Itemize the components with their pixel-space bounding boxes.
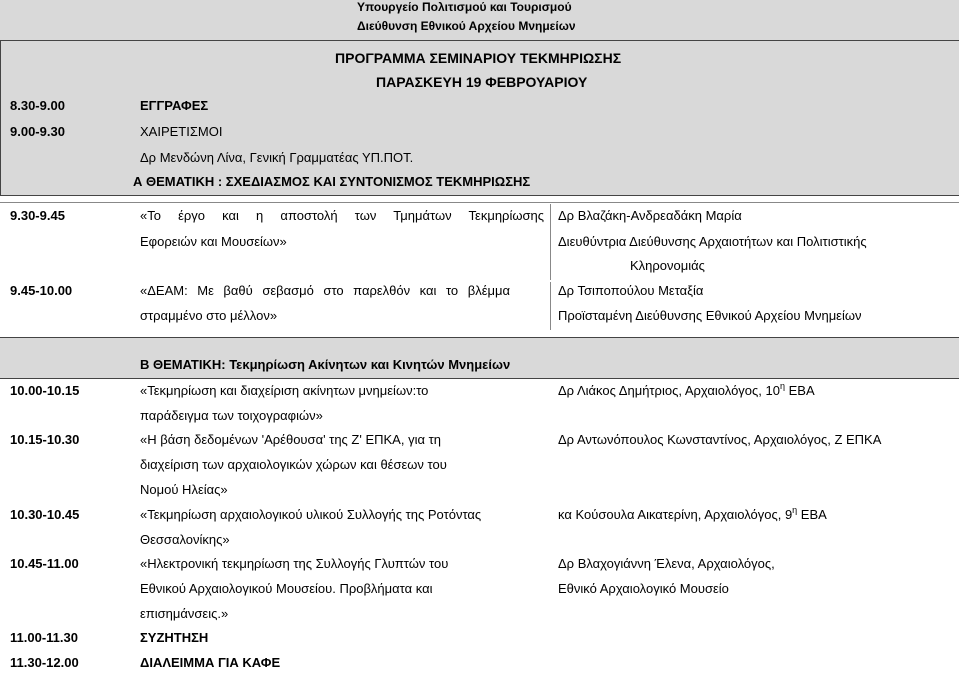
talk-topic-line: Εθνικού Αρχαιολογικού Μουσείου. Προβλήματα και (140, 581, 433, 596)
talk-topic-line: Νομού Ηλείας» (140, 482, 228, 497)
ministry-name: Υπουργείο Πολιτισμού και Τουρισμού (357, 0, 572, 14)
coffee-break-time: 11.30-12.00 (10, 655, 79, 670)
talk-time: 10.45-11.00 (10, 556, 79, 571)
talk-topic-line: Εφορειών και Μουσείων» (140, 234, 287, 249)
speaker-name: Δρ Αντωνόπουλος Κωνσταντίνος, Αρχαιολόγος, Ζ ΕΠΚΑ (558, 432, 882, 447)
talk-topic-line: «Η βάση δεδομένων 'Αρέθουσα' της Ζ' ΕΠΚΑ, για τη (140, 432, 441, 447)
talk-topic-line: «Ηλεκτρονική τεκμηρίωση της Συλλογής Γλυπτών του (140, 556, 449, 571)
talk-topic-line: επισημάνσεις.» (140, 606, 229, 621)
talk-topic-line: «ΔΕΑΜ: Με βαθύ σεβασμό στο παρελθόν και το βλέμμα (140, 283, 510, 298)
title-top-rule (0, 40, 959, 41)
speaker-name (558, 504, 827, 522)
discussion-label: ΣΥΖΗΤΗΣΗ (140, 630, 209, 645)
column-divider (550, 282, 551, 330)
column-divider (550, 204, 551, 280)
section-a-title: Α ΘΕΜΑΤΙΚΗ : ΣΧΕΔΙΑΣΜΟΣ ΚΑΙ ΣΥΝΤΟΝΙΣΜΟΣ ΤΕΚΜΗΡΙΩΣΗΣ (133, 174, 531, 189)
speaker-name: Δρ Βλαζάκη-Ανδρεαδάκη Μαρία (558, 208, 742, 223)
speaker-text: ΕΒΑ (785, 383, 815, 398)
talk-topic-line: «Το έργο και η αποστολή των Τμημάτων Τεκμηρίωσης (140, 208, 544, 223)
speaker-superscript: η (792, 504, 798, 515)
talk-time: 9.30-9.45 (10, 208, 65, 223)
talk-time: 10.15-10.30 (10, 432, 80, 447)
speaker-text: ΕΒΑ (797, 507, 827, 522)
greetings-label: ΧΑΙΡΕΤΙΣΜΟΙ (140, 124, 223, 139)
speaker-name: Δρ Βλαχογιάννη Έλενα, Αρχαιολόγος, (558, 556, 775, 571)
section-b-title-rest: : Τεκμηρίωση Ακίνητων και Κινητών Μνημείων (221, 357, 511, 372)
talk-time: 10.00-10.15 (10, 383, 80, 398)
speaker-name: Δρ Τσιποπούλου Μεταξία (558, 283, 704, 298)
talk-topic-line: Θεσσαλονίκης» (140, 532, 230, 547)
speaker-superscript: η (779, 380, 785, 391)
talk-topic-line: «Τεκμηρίωση αρχαιολογικού υλικού Συλλογής της Ροτόντας (140, 507, 482, 522)
speaker-name (558, 380, 815, 398)
header-bottom-rule (0, 195, 959, 196)
speaker-text: Δρ Λιάκος Δημήτριος, Αρχαιολόγος, 10 (558, 383, 780, 398)
section-a-row-rule (0, 202, 959, 203)
section-b-title-prefix: Β ΘΕΜΑΤΙΚΗ (140, 357, 222, 372)
speaker-role: Διευθύντρια Διεύθυνσης Αρχαιοτήτων και Πολιτιστικής (558, 234, 867, 249)
program-date: ΠΑΡΑΣΚΕΥΗ 19 ΦΕΒΡΟΥΑΡΙΟΥ (376, 74, 588, 90)
speaker-role: Κληρονομιάς (630, 258, 705, 273)
section-b-title (140, 357, 510, 372)
coffee-break-label: ΔΙΑΛΕΙΜΜΑ ΓΙΑ ΚΑΦΕ (140, 655, 281, 670)
talk-topic-line: παράδειγμα των τοιχογραφιών» (140, 408, 323, 423)
talk-topic-line: διαχείριση των αρχαιολογικών χώρων και θέσεων του (140, 457, 447, 472)
talk-topic-line: στραμμένο στο μέλλον» (140, 308, 278, 323)
directorate-name: Διεύθυνση Εθνικού Αρχείου Μνημείων (357, 19, 576, 33)
header-left-rule (0, 40, 1, 195)
discussion-time: 11.00-11.30 (10, 630, 78, 645)
speaker-text: κα Κούσουλα Αικατερίνη, Αρχαιολόγος, 9 (558, 507, 793, 522)
program-title: ΠΡΟΓΡΑΜΜΑ ΣΕΜΙΝΑΡΙΟΥ ΤΕΚΜΗΡΙΩΣΗΣ (335, 50, 622, 66)
talk-time: 10.30-10.45 (10, 507, 80, 522)
talk-topic-line: «Τεκμηρίωση και διαχείριση ακίνητων μνημείων:το (140, 383, 429, 398)
greetings-speaker: Δρ Μενδώνη Λίνα, Γενική Γραμματέας ΥΠ.ΠΟΤ. (140, 150, 414, 165)
speaker-role: Προϊσταμένη Διεύθυνσης Εθνικού Αρχείου Μνημείων (558, 308, 862, 323)
registration-label: ΕΓΓΡΑΦΕΣ (140, 98, 209, 113)
speaker-role: Εθνικό Αρχαιολογικό Μουσείο (558, 581, 729, 596)
registration-time: 8.30-9.00 (10, 98, 65, 113)
greetings-time: 9.00-9.30 (10, 124, 65, 139)
talk-time: 9.45-10.00 (10, 283, 73, 298)
